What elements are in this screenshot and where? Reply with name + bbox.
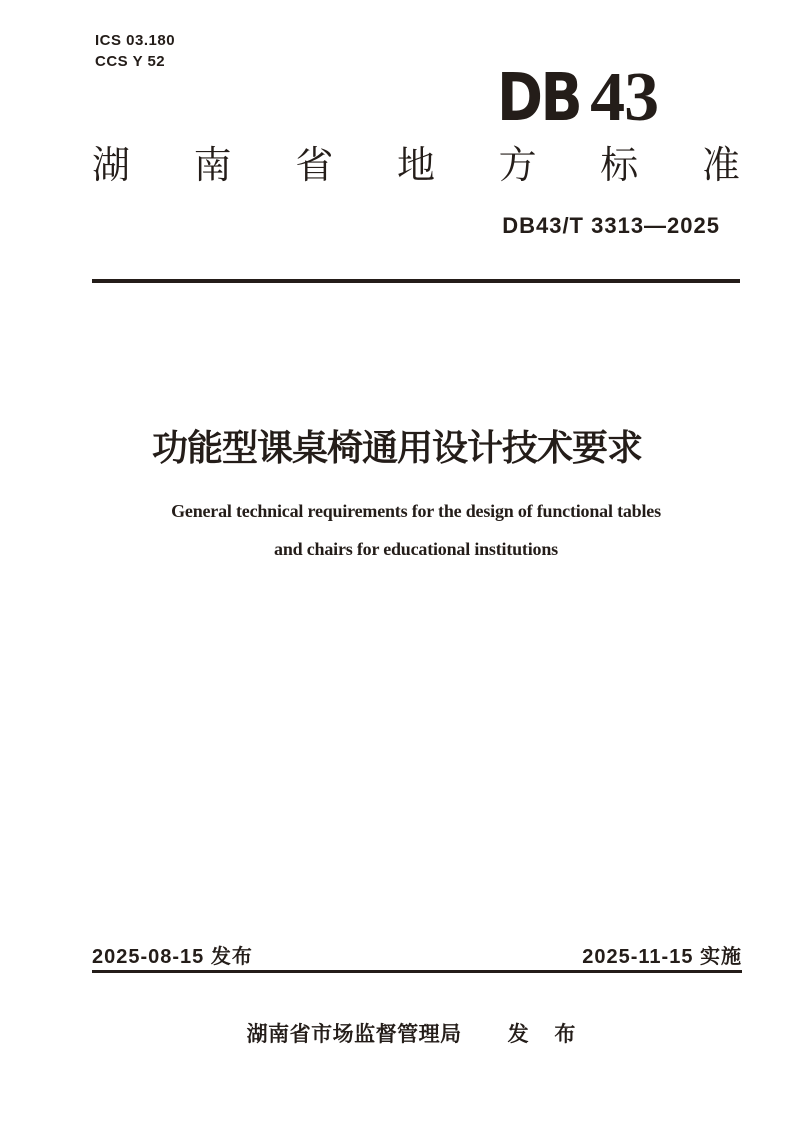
footer-divider-line: [92, 970, 742, 973]
standard-category-char: 地: [396, 145, 435, 187]
publish-action-label: 发 布: [507, 1023, 586, 1046]
header-divider-line: [92, 279, 740, 283]
publisher-line: [92, 1020, 740, 1050]
standard-category-char: 湖: [92, 145, 131, 187]
implement-date: 2025-11-15 实施: [582, 946, 742, 968]
db43-logo: [497, 59, 742, 136]
issue-date: 2025-08-15 发布: [92, 946, 253, 968]
document-title-en-line2: and chairs for educational institutions: [274, 539, 558, 559]
publisher-name: 湖南省市场监督管理局: [246, 1023, 462, 1046]
standard-category-char: 省: [295, 145, 334, 187]
standard-number: DB43/T 3313—2025: [502, 213, 720, 238]
ics-code: ICS 03.180: [95, 32, 176, 49]
ccs-code: CCS Y 52: [95, 53, 166, 70]
db43-logo-region-code: 43: [590, 59, 659, 136]
document-title-zh: 功能型课桌椅通用设计技术要求: [151, 427, 642, 468]
classification-codes: [95, 30, 175, 72]
standard-category-line: [92, 146, 740, 190]
document-title-en-line1: General technical requirements for the design of functional tables: [171, 501, 661, 521]
date-row: [92, 944, 742, 970]
standard-category-char: 南: [193, 145, 232, 187]
standard-category-char: 标: [600, 145, 639, 187]
document-title-en: [92, 492, 740, 568]
standard-category-char: 方: [498, 145, 537, 187]
standard-category-char: 准: [701, 145, 740, 187]
db43-logo-prefix: DB: [497, 59, 581, 136]
